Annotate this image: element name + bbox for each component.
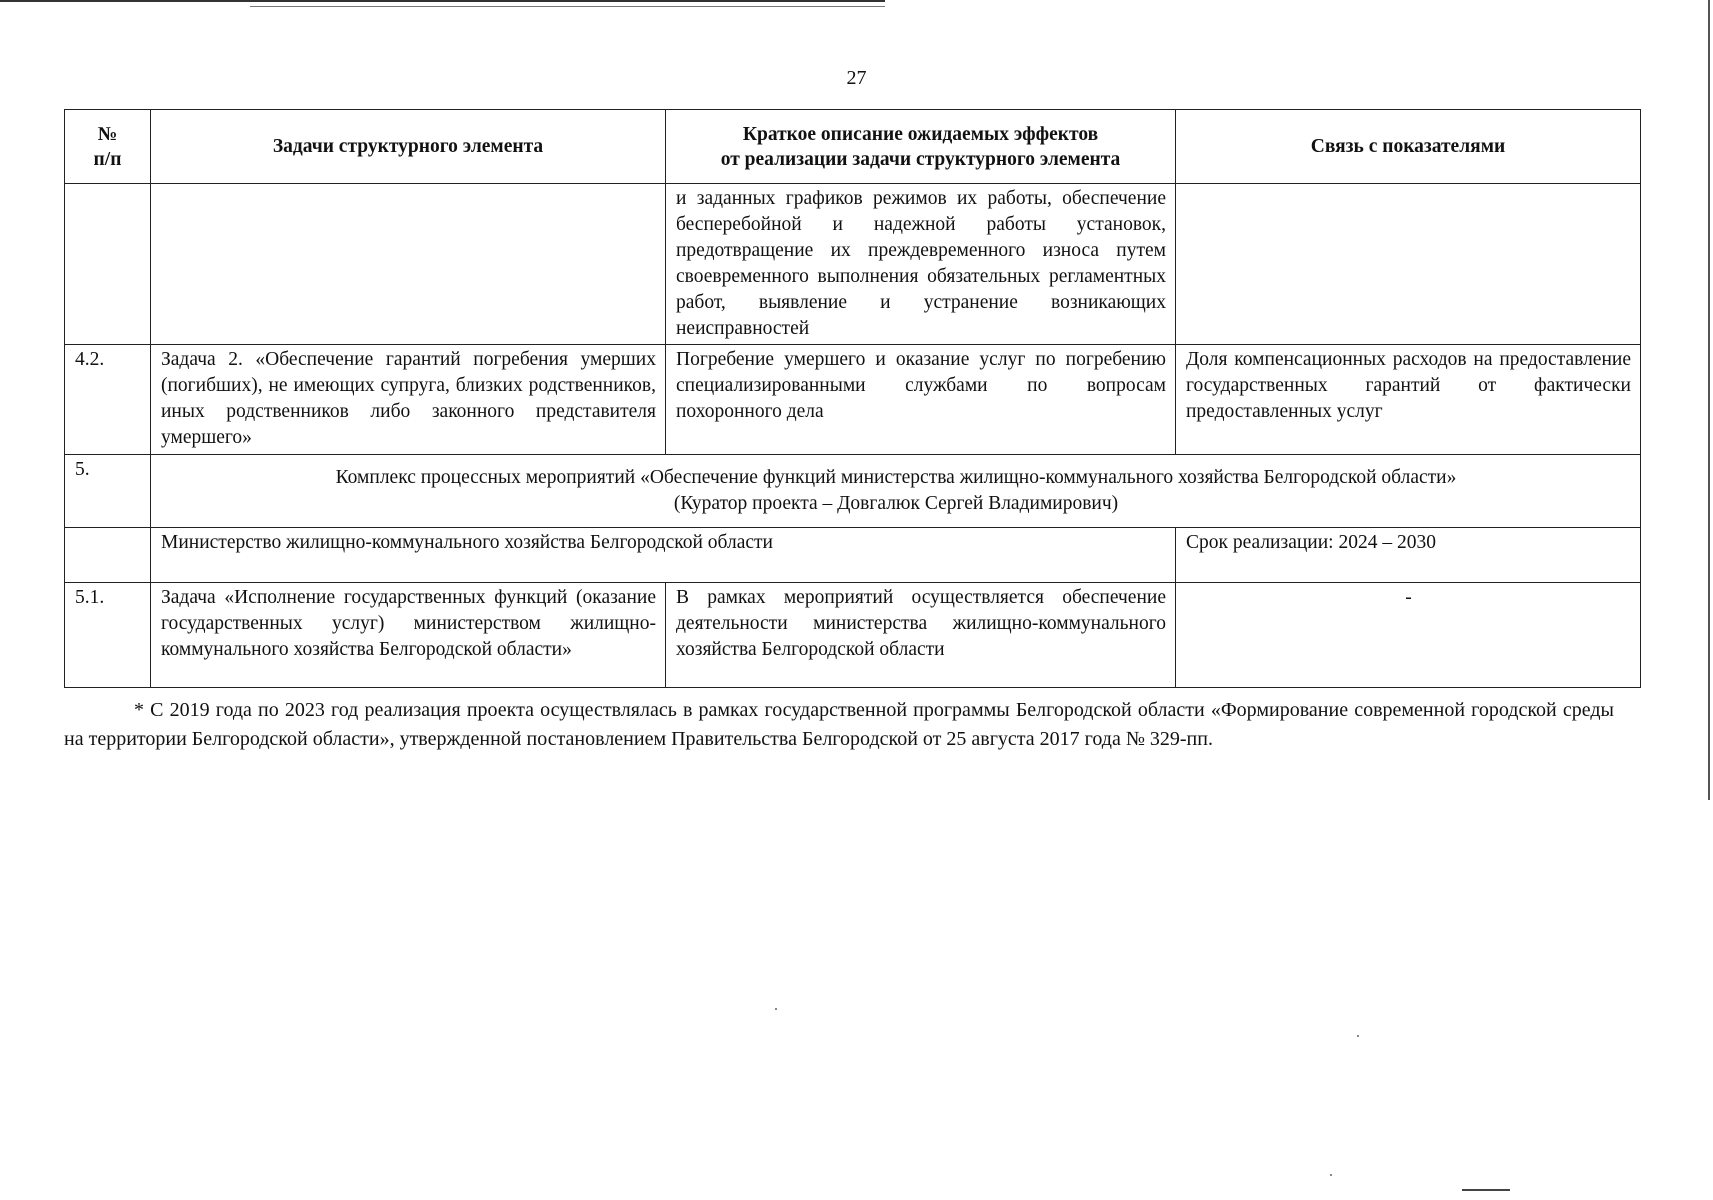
indicator-cell: Доля компенсационных расходов на предоставление государственных гарантий от фактически предоставленных услуг — [1176, 345, 1641, 455]
structural-elements-table — [64, 109, 1641, 688]
scan-edge-line — [0, 0, 885, 2]
task-cell — [151, 184, 666, 345]
complex-measures-cell — [151, 455, 1641, 528]
table-row — [65, 345, 1641, 455]
table-row — [65, 583, 1641, 688]
header-num-label: № п/п — [93, 123, 122, 170]
row-num-cell: 5. — [65, 455, 151, 528]
header-tasks-label: Задачи структурного элемента — [272, 136, 544, 157]
header-tasks — [151, 110, 666, 184]
header-num — [65, 110, 151, 184]
indicator-cell — [1176, 184, 1641, 345]
row-num-cell — [65, 528, 151, 583]
scan-speck — [1357, 1035, 1359, 1037]
table-header-row — [65, 110, 1641, 184]
row-num-cell: 4.2. — [65, 345, 151, 455]
scan-edge-line — [1708, 0, 1710, 800]
header-effects-label: Краткое описание ожидаемых эффектов от реализации задачи структурного элемента — [720, 123, 1121, 170]
effect-cell: Погребение умершего и оказание услуг по погребению специализированными службами по вопросам похоронного дела — [666, 345, 1176, 455]
complex-measures-title: Комплекс процессных мероприятий «Обеспечение функций министерства жилищно-коммунального хозяйства Белгородской области» — [335, 467, 1457, 488]
scan-edge-line — [250, 6, 885, 7]
scan-speck — [775, 1008, 777, 1010]
row-num-cell: 5.1. — [65, 583, 151, 688]
header-indicators — [1176, 110, 1641, 184]
task-cell: Задача 2. «Обеспечение гарантий погребения умерших (погибших), не имеющих супруга, близких родственников, иных родственников либо законного представителя умершего» — [151, 345, 666, 455]
scan-speck — [1330, 1174, 1332, 1176]
header-indicators-label: Связь с показателями — [1310, 136, 1506, 157]
row-num-cell — [65, 184, 151, 345]
table-row — [65, 455, 1641, 528]
scan-edge-line — [1462, 1189, 1510, 1191]
project-curator: (Куратор проекта – Довгалюк Сергей Владимирович) — [673, 493, 1119, 514]
effect-cell: и заданных графиков режимов их работы, обеспечение бесперебойной и надежной работы установок, предотвращение их преждевременного износа путем своевременного выполнения обязательных регламентных работ, выявление и устранение возникающих неисправностей — [666, 184, 1176, 345]
header-effects — [666, 110, 1176, 184]
footnote: * С 2019 года по 2023 год реализация проекта осуществлялась в рамках государственной программы Белгородской области «Формирование современной городской среды на территории Белгородской области», утвержденной постановлением Правительства Белгородской от 25 августа 2017 года № 329-пп. — [64, 699, 1614, 750]
effect-cell: В рамках мероприятий осуществляется обеспечение деятельности министерства жилищно-коммунального хозяйства Белгородской области — [666, 583, 1176, 688]
page-number: 27 — [846, 67, 867, 89]
responsible-ministry-cell: Министерство жилищно-коммунального хозяйства Белгородской области — [151, 528, 1176, 583]
task-cell: Задача «Исполнение государственных функций (оказание государственных услуг) министерством жилищно-коммунального хозяйства Белгородской области» — [151, 583, 666, 688]
table-row — [65, 528, 1641, 583]
implementation-term-cell: Срок реализации: 2024 – 2030 — [1176, 528, 1641, 583]
indicator-cell: - — [1176, 583, 1641, 688]
table-row — [65, 184, 1641, 345]
